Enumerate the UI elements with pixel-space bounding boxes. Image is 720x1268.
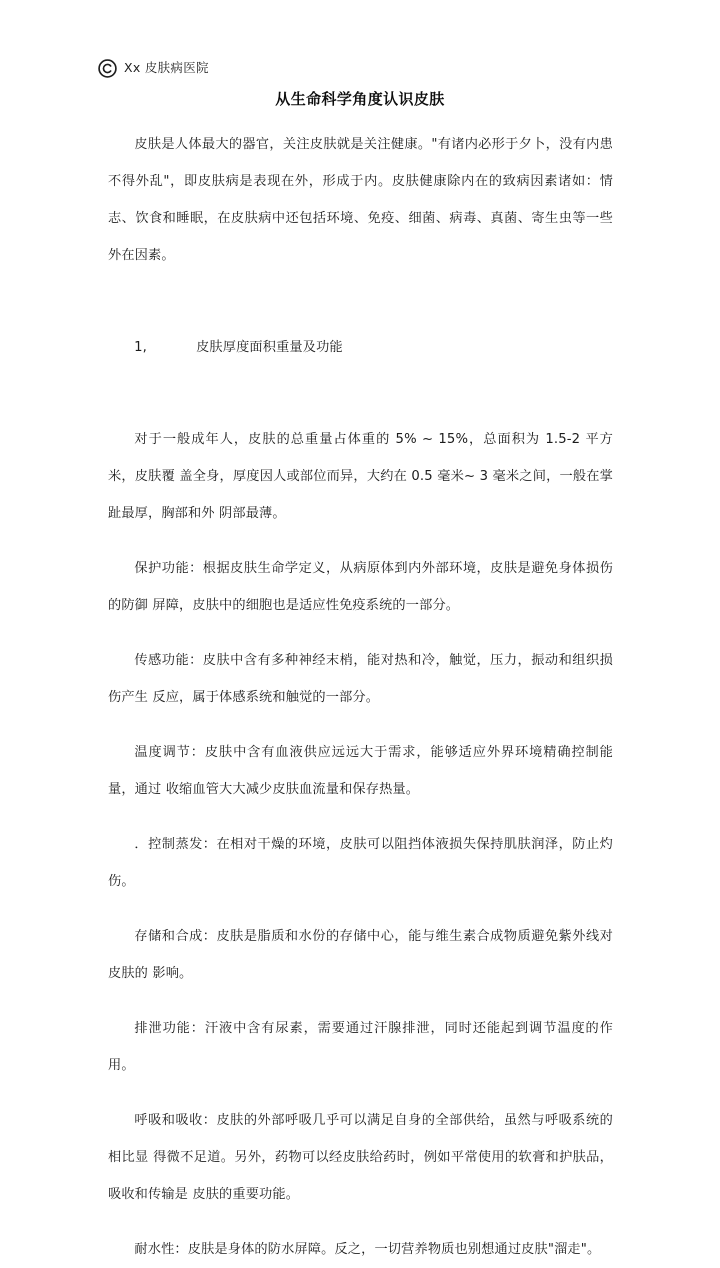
paragraph-sensation: 传感功能：皮肤中含有多种神经末梢，能对热和冷，触觉，压力，振动和组织损伤产生 反应，属于体感系统和触觉的一部分。: [108, 653, 613, 705]
section-number: 1,: [134, 340, 147, 355]
paragraph-respiration-absorption: 呼吸和吸收：皮肤的外部呼吸几乎可以满足自身的全部供给，虽然与呼吸系统的相比显 得微不足道。另外，药物可以经皮肤给药时，例如平常使用的软膏和护肤品，吸收和传输是 皮肤的重要功能。: [108, 1113, 613, 1202]
paragraph-gap: [108, 716, 613, 734]
letterhead: [97, 56, 209, 80]
paragraph-gap: [108, 274, 613, 292]
paragraph-water-resistance: 耐水性：皮肤是身体的防水屏障。反之，一切营养物质也别想通过皮肤"溜走"。: [134, 1242, 601, 1257]
paragraph-gap: [108, 624, 613, 642]
paragraph-evaporation-control: ．控制蒸发：在相对干燥的环境，皮肤可以阻挡体液损失保持肌肤润泽，防止灼伤。: [108, 837, 613, 889]
paragraph-size-weight: 对于一般成年人，皮肤的总重量占体重的 5% ~ 15%，总面积为 1.5-2 平方米，皮肤覆 盖全身，厚度因人或部位而异，大约在 0.5 毫米~ 3 毫米之间，一般在掌趾最厚，胸部和外 阴部最薄。: [108, 432, 613, 521]
paragraph-gap: [108, 1213, 613, 1231]
paragraph-gap: [108, 532, 613, 550]
paragraph-gap: [108, 808, 613, 826]
section-gap: [108, 403, 613, 421]
section-heading: [108, 292, 613, 403]
paragraph-storage-synthesis: 存储和合成：皮肤是脂质和水份的存储中心，能与维生素合成物质避免紫外线对皮肤的 影响。: [108, 929, 613, 981]
paragraph-excretion: 排泄功能：汗液中含有尿素，需要通过汗腺排泄，同时还能起到调节温度的作用。: [108, 1021, 613, 1073]
page-title: 从生命科学角度认识皮肤: [275, 90, 445, 108]
paragraph-gap: [108, 992, 613, 1010]
paragraph-protection: 保护功能：根据皮肤生命学定义，从病原体到内外部环境，皮肤是避免身体损伤的防御 屏障，皮肤中的细胞也是适应性免疫系统的一部分。: [108, 561, 613, 613]
paragraph-thermoregulation: 温度调节：皮肤中含有血液供应远远大于需求，能够适应外界环境精确控制能量，通过 收缩血管大大减少皮肤血流量和保存热量。: [108, 745, 613, 797]
paragraph-gap: [108, 1084, 613, 1102]
section-heading-label: 皮肤厚度面积重量及功能: [196, 340, 343, 355]
paragraph-intro: 皮肤是人体最大的器官，关注皮肤就是关注健康。"有诸内必形于夕卜，没有内患不得外乱"，即皮肤病是表现在外，形成于内。皮肤健康除内在的致病因素诸如：情志、饮食和睡眠，在皮肤病中还包括环境、免疫、细菌、病毒、真菌、寄生虫等一些外在因素。: [108, 137, 613, 263]
paragraph-gap: [108, 900, 613, 918]
organization-name: Xx 皮肤病医院: [124, 59, 209, 75]
copyright-circle-icon: [97, 58, 118, 79]
document-body: [108, 126, 613, 1268]
